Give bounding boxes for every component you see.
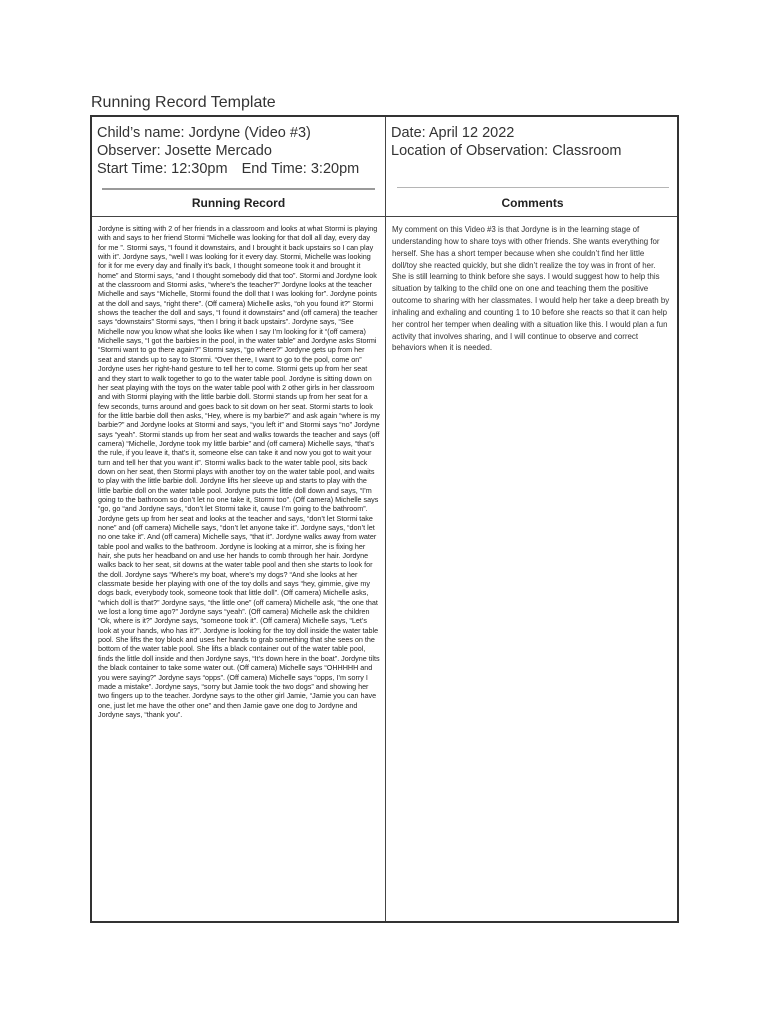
comments-rule	[397, 187, 669, 188]
running-record-heading: Running Record	[191, 196, 286, 210]
start-time-field: Start Time: 12:30pm	[97, 161, 228, 177]
child-name-field: Child’s name: Jordyne (Video #3)	[97, 125, 311, 141]
date-field: Date: April 12 2022	[391, 125, 515, 141]
running-record-rule	[102, 188, 375, 190]
running-record-body	[98, 224, 380, 719]
observation-info-right	[391, 124, 676, 160]
comments-text: My comment on this Video #3 is that Jordyne is in the learning stage of understanding how to share toys with other friends. She wants everything for herself. She has a short temper because when she couldn’t find her little doll/toy she reacted quickly, but she didn’t realize the toy was in front of her. She is still learning to think before she says. I would suggest how to help this situation by talking to the child one on one and teaching them the positive outcome to sharing with her classmates. I would help her take a deep breath by inhaling and exhaling and counting 1 to 10 before she reacts so that it can help her control her temper when dealing with a situation like this. I would plan a fun activity that involves sharing, and I will continue to observe and correct behaviors when it is needed.	[392, 225, 670, 353]
end-time-field: End Time: 3:20pm	[241, 161, 360, 177]
running-record-text: Jordyne is sitting with 2 of her friends in a classroom and looks at what Stormi is playing with and says to her friend Stormi “Michelle was looking for that doll all day, every day for me ”. Stormi says, “I found it downstairs, and I brought it back upstairs so I can play with it”. Jordyne says, “well I was looking for it every day. Stormi, Michelle was looking for it for me every day and finally it’s back, I thought someone took it and brought it home” and Stormi says, “and I thought somebody did that too”. Stormi and Jordyne look at the classroom and Stormi asks, “where’s the teacher?” Jordyne looks at the teacher Michelle and says “Michelle, Stormi found the doll that I was looking for”. Jordyne points at the doll and says, “right there”. (Off camera) Michelle asks, “oh you found it?” Stormi shows the teacher the doll and says, “I found it downstairs” and (off camera) the teacher says “downstairs” Stormi says, “then I bring it back upstairs”. Jordyne says, “See Michelle now you know what she looks like when I say I’m looking for it “(off camera) Michelle says, “I got the barbies in the pool, in the water table” and Jordyne asks Stormi “Stormi want to go there again?” Stormi says, “go where?” Jordyne gets up from her seat and stands up to say to Stormi. “Over there, I want to go to the pool, come on” Jordyne uses her right-hand gesture to tell her to come. Stormi gets up from her seat and they start to walk together to go to the water table pool. Jordyne is sitting down on her seat playing with the toys on the water table pool with 2 other girls in her classroom and with Stormi playing with the little barbie doll. Stormi stands up from her seat for a few seconds, turns around and goes back to sit down on her seat. Stormi starts to look for the little barbie doll then asks, “Hey, where is my barbie?” and ask again “where is my barbie?” and Jordyne looks at Stormi and says, “you left it” and Stormi says “no” Jordyne says “yeah”. Stormi stands up from her seat and walks towards the teacher and says (off camera) “Michelle, Jordyne took my little barbie” and (off camera) Michelle says, “that’s the rule, if you leave it, that’s it, someone else can take it and now you got to wait your turn and tell her that you want it”. Stormi walks back to the water table pool, sits back down on her seat, then Stormi plays with another toy on the water table pool, and waits to play with the little barbie doll. Jordyne lifts her sleeve up and starts to play with the little barbie doll on the water table pool. Jordyne puts the little doll down and says, “I’m going to the bathroom so don’t let no one take it, Stormi too”. (Off camera) Michelle says “go, go “and Jordyne says, “don’t let Stormi take it, cause I’m going to the bathroom”. Jordyne gets up from her seat and looks at the teacher and says, “don’t let Stormi take none” and (off camera) Michelle says, “don’t let anyone take it”. Jordyne says, “don’t let no one take it”. And (off camera) Michelle says, “that it”. Jordyne walks away from water table pool and walks to the bathroom. Jordyne is looking at a mirror, she is fixing her hair, she puts her headband on and use her hands to comb through her hair. Jordyne walks back to her seat, sit downs at the water table pool and then she starts to look for the doll. Jordyne says “Where’s my boat, where’s my dogs? “And she looks at her classmate beside her playing with one of the toy dolls and says “hey, gimmie, give my dogs back, everybody took, someone took that little doll”. (Off camera) Michelle asks, “which doll is that?” Jordyne says, “the little one” (off camera) Michelle ask, “the one that we lost a long time ago?” Jordyne says “yeah”. (Off camera) Michelle ask the children “Ok, where is it?” Jordyne says, “someone took it”. (Off camera) Michelle says, “Let’s look at your hands, who has it?”. Jordyne is looking for the toy doll inside the water table pool. She lifts the toy block and uses her hands to grab something that she sees on the bottom of the water table pool. She lifts a black container out of the water table pool, finds the little doll inside and then Jordyne says, “It’s down here in the boat”. Jordyne tilts the black container to take some water out. (Off camera) Michelle says “OHHHHH and you were saying?” Jordyne says “opps”. (Off camera) Michelle says “opps, I’m sorry I made a mistake”. Jordyne says, “sorry but Jamie took the two dogs” and showing her two fingers up to the teacher. Jordyne says to the other girl Jamie, “Jamie you can have one, just let me have the other one” and then Jamie gave one dog to Jordyne and Jordyne says, “thank you”.	[98, 224, 380, 719]
observer-field: Observer: Josette Mercado	[97, 143, 272, 159]
document-title: Running Record Template	[91, 94, 276, 111]
comments-body	[392, 224, 670, 354]
location-field: Location of Observation: Classroom	[391, 143, 622, 159]
comments-heading: Comments	[501, 196, 564, 210]
header-row-divider	[92, 216, 677, 217]
time-fields	[97, 160, 380, 178]
running-record-table	[90, 115, 679, 923]
column-divider	[385, 117, 386, 921]
observation-info-left	[97, 124, 380, 178]
